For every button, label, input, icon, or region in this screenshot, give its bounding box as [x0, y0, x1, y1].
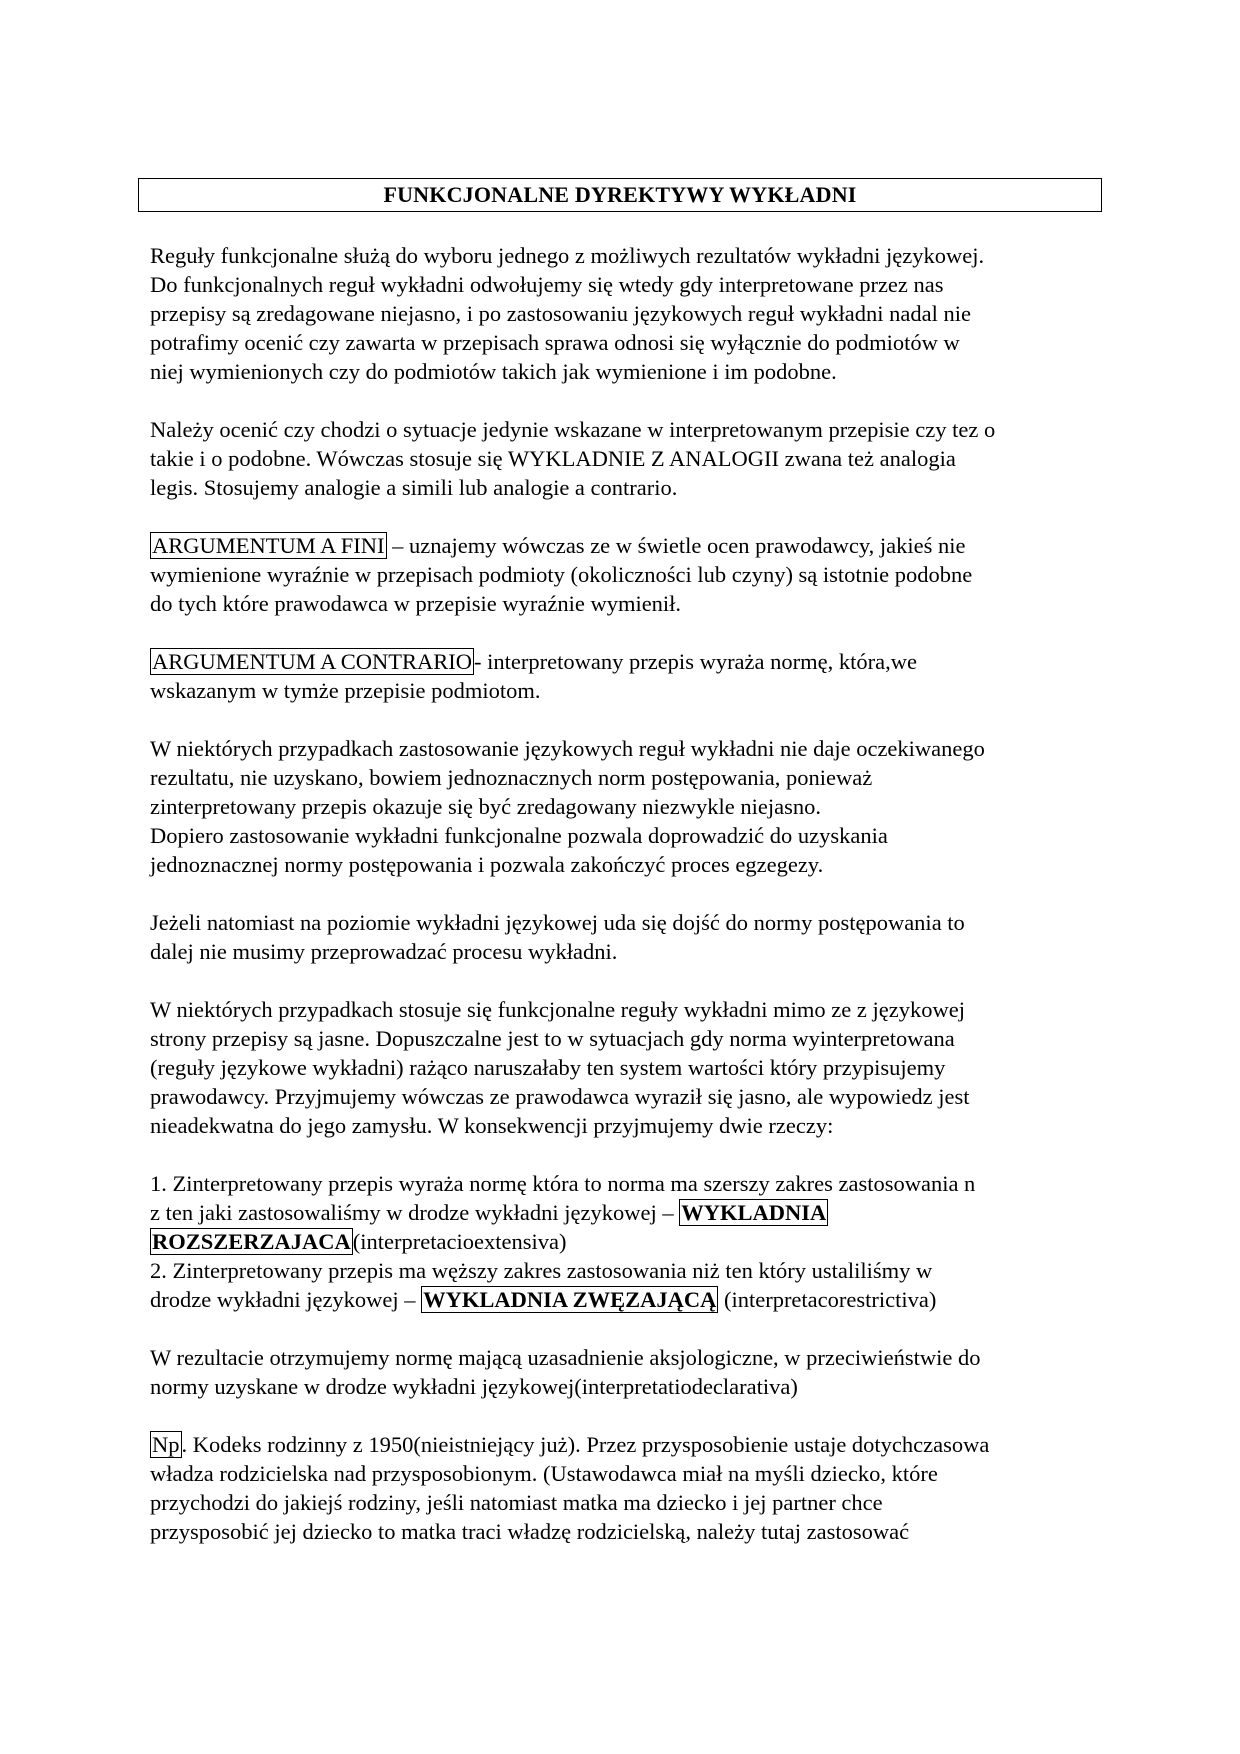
- text-line: drodze wykładni językowej –: [150, 1287, 422, 1312]
- paragraph-argumentum-a-fini: [150, 531, 1100, 618]
- text-line: wskazanym w tymże przepisie podmiotom.: [150, 678, 541, 703]
- paragraph-list: [150, 1169, 1100, 1314]
- paragraph-2: [150, 415, 1100, 502]
- term-argumentum-a-contrario: ARGUMENTUM A CONTRARIO: [152, 649, 473, 674]
- term-np: Np: [152, 1432, 180, 1457]
- text-line: władza rodzicielska nad przysposobionym. (Ustawodawca miał na myśli dziecko, które: [150, 1461, 938, 1486]
- text-line: takie i o podobne. Wówczas stosuje się WYKLADNIE Z ANALOGII zwana też analogia: [150, 446, 956, 471]
- term-wykladnia-rozszerzajaca-part1: WYKLADNIA: [681, 1200, 827, 1225]
- text-line: jednoznacznej normy postępowania i pozwala zakończyć proces egzegezy.: [150, 852, 824, 877]
- text-line: nieadekwatna do jego zamysłu. W konsekwencji przyjmujemy dwie rzeczy:: [150, 1113, 834, 1138]
- paragraph-6: [150, 908, 1100, 966]
- paragraph-9: [150, 1343, 1100, 1401]
- term-wykladnia-zwezajaca: WYKLADNIA ZWĘZAJĄCĄ: [423, 1287, 717, 1312]
- text-line: normy uzyskane w drodze wykładni językowej(interpretatiodeclarativa): [150, 1374, 798, 1399]
- term-argumentum-a-fini: ARGUMENTUM A FINI: [152, 533, 385, 558]
- text-line: – uznajemy wówczas ze w świetle ocen prawodawcy, jakieś nie: [386, 533, 966, 558]
- text-line: - interpretowany przepis wyraża normę, która,we: [474, 649, 917, 674]
- term-wykladnia-rozszerzajaca-part2: ROZSZERZAJACA: [152, 1229, 351, 1254]
- text-line: dalej nie musimy przeprowadzać procesu wykładni.: [150, 939, 618, 964]
- paragraph-example: [150, 1430, 1100, 1546]
- text-line: Dopiero zastosowanie wykładni funkcjonalne pozwala doprowadzić do uzyskania: [150, 823, 888, 848]
- text-line: potrafimy ocenić czy zawarta w przepisach sprawa odnosi się wyłącznie do podmiotów w: [150, 330, 960, 355]
- list-item-1: 1. Zinterpretowany przepis wyraża normę która to norma ma szerszy zakres zastosowania n: [150, 1171, 976, 1196]
- text-line: zinterpretowany przepis okazuje się być zredagowany niezwykle niejasno.: [150, 794, 821, 819]
- text-line: prawodawcy. Przyjmujemy wówczas ze prawodawca wyraził się jasno, ale wypowiedz jest: [150, 1084, 970, 1109]
- text-line: do tych które prawodawca w przepisie wyraźnie wymienił.: [150, 591, 682, 616]
- document-title: FUNKCJONALNE DYREKTYWY WYKŁADNI: [138, 178, 1102, 212]
- text-line: W rezultacie otrzymujemy normę mającą uzasadnienie aksjologiczne, w przeciwieństwie do: [150, 1345, 981, 1370]
- text-line: przepisy są zredagowane niejasno, i po zastosowaniu językowych reguł wykładni nadal nie: [150, 301, 971, 326]
- text-line: Należy ocenić czy chodzi o sytuacje jedynie wskazane w interpretowanym przepisie czy tez o: [150, 417, 996, 442]
- document-body: [150, 241, 1100, 1575]
- text-line: Reguły funkcjonalne służą do wyboru jednego z możliwych rezultatów wykładni językowej.: [150, 243, 985, 268]
- text-line: legis. Stosujemy analogie a simili lub analogie a contrario.: [150, 475, 678, 500]
- text-line: strony przepisy są jasne. Dopuszczalne jest to w sytuacjach gdy norma wyinterpretowana: [150, 1026, 955, 1051]
- text-line: niej wymienionych czy do podmiotów takich jak wymienione i im podobne.: [150, 359, 837, 384]
- text-line: rezultatu, nie uzyskano, bowiem jednoznacznych norm postępowania, ponieważ: [150, 765, 873, 790]
- text-line: Do funkcjonalnych reguł wykładni odwołujemy się wtedy gdy interpretowane przez nas: [150, 272, 944, 297]
- text-line: z ten jaki zastosowaliśmy w drodze wykładni językowej –: [150, 1200, 680, 1225]
- text-line: W niektórych przypadkach stosuje się funkcjonalne reguły wykładni mimo ze z językowej: [150, 997, 965, 1022]
- text-line: przysposobić jej dziecko to matka traci władzę rodzicielską, należy tutaj zastosować: [150, 1519, 910, 1544]
- text-line: (interpretacioextensiva): [352, 1229, 567, 1254]
- text-line: przychodzi do jakiejś rodziny, jeśli natomiast matka ma dziecko i jej partner chce: [150, 1490, 883, 1515]
- paragraph-1: [150, 241, 1100, 386]
- text-line: (interpretacorestrictiva): [718, 1287, 937, 1312]
- text-line: wymienione wyraźnie w przepisach podmioty (okoliczności lub czyny) są istotnie podobne: [150, 562, 973, 587]
- list-item-2: 2. Zinterpretowany przepis ma węższy zakres zastosowania niż ten który ustaliliśmy w: [150, 1258, 933, 1283]
- paragraph-5: [150, 734, 1100, 879]
- paragraph-7: [150, 995, 1100, 1140]
- paragraph-argumentum-a-contrario: [150, 647, 1100, 705]
- text-line: W niektórych przypadkach zastosowanie językowych reguł wykładni nie daje oczekiwanego: [150, 736, 985, 761]
- text-line: (reguły językowe wykładni) rażąco naruszałaby ten system wartości który przypisujemy: [150, 1055, 946, 1080]
- text-line: Jeżeli natomiast na poziomie wykładni językowej uda się dojść do normy postępowania to: [150, 910, 965, 935]
- text-line: . Kodeks rodzinny z 1950(nieistniejący już). Przez przysposobienie ustaje dotychczasowa: [181, 1432, 990, 1457]
